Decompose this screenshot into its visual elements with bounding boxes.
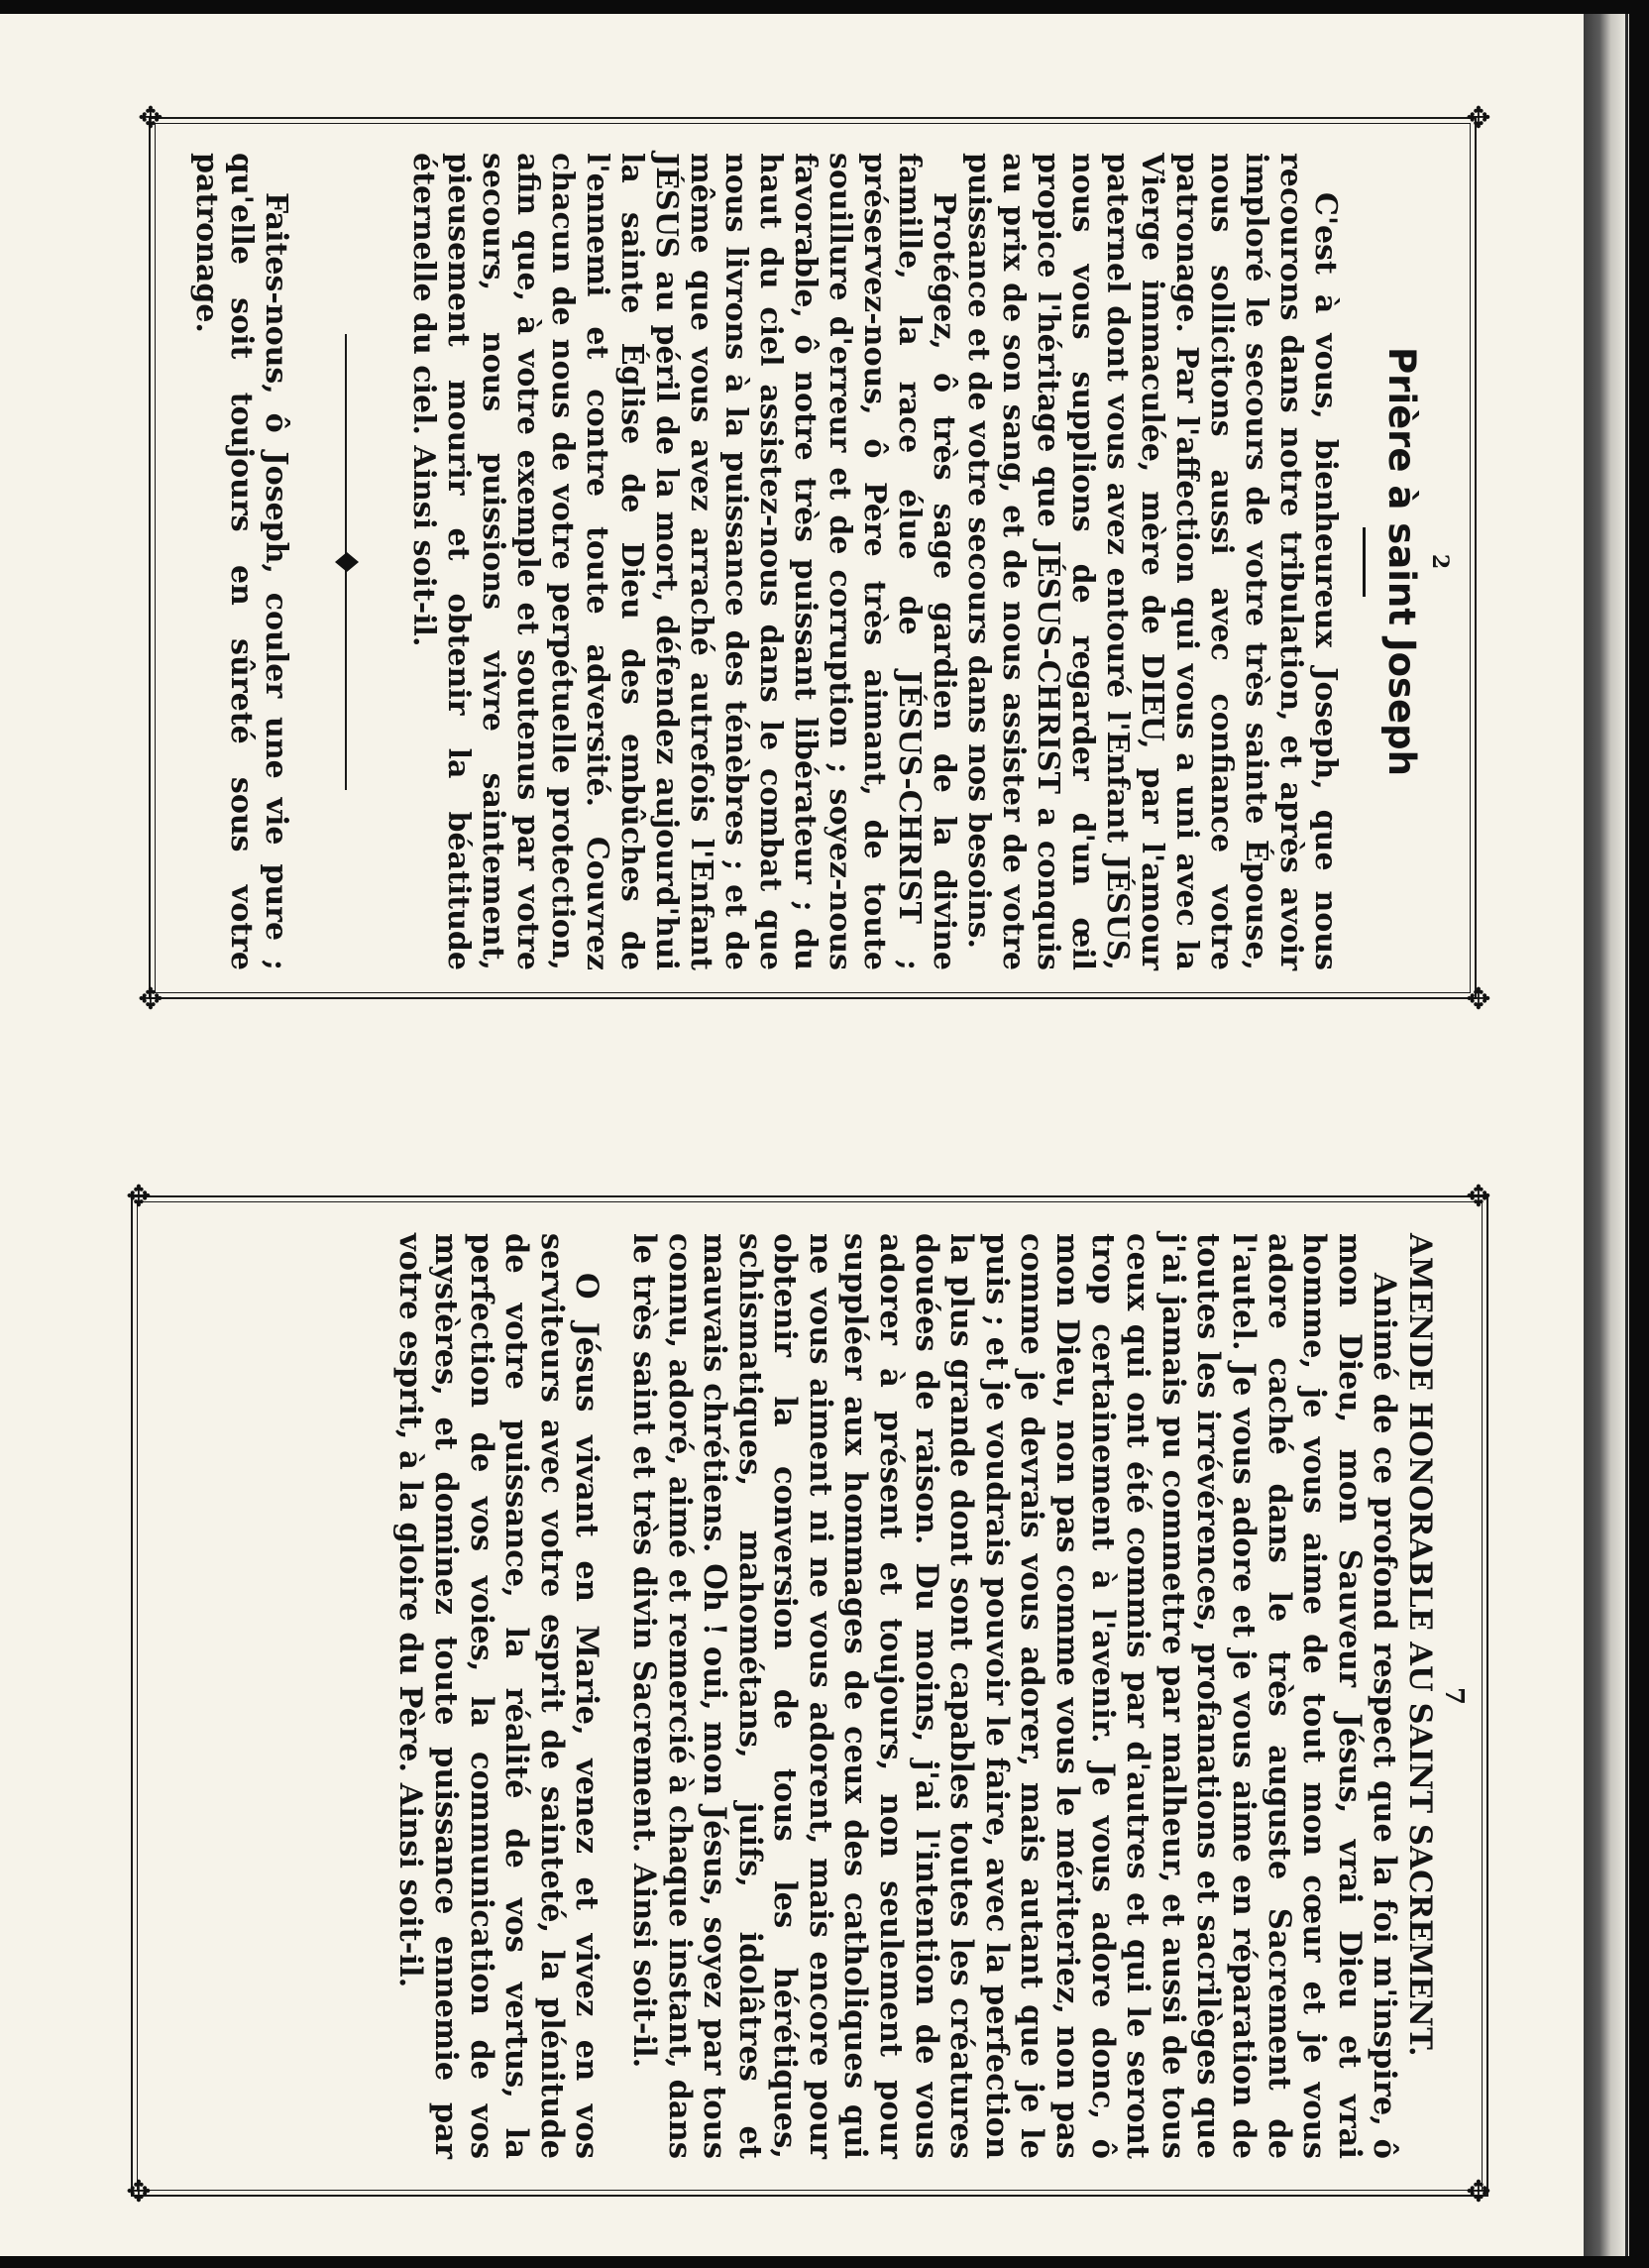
corner-ornament-icon: ✥ xyxy=(132,104,166,130)
corner-ornament-icon: ✥ xyxy=(1460,1183,1494,1208)
corner-ornament-icon: ✥ xyxy=(1460,104,1494,130)
diamond-icon xyxy=(347,552,359,572)
spine-shadow xyxy=(1625,14,1628,2256)
scan-edge-bottom xyxy=(0,2256,1649,2268)
section-separator xyxy=(345,334,347,790)
page-2 xyxy=(123,89,1510,1026)
page-7 xyxy=(111,1168,1510,2218)
paragraph: Protégez, ô très sage gardien de la divine famille, la race élue de JÉSUS-CHRIST ; préservez-nous, ô Père très aimant, de toute souillure d'erreur et de corruption ; soyez-nous favorable, ô notre très puissant libérateur ; du haut du ciel assistez-nous dans le combat que nous livrons à la puissance des ténèbres ; et de même que vous avez arraché autrefois l'Enfant JÉSUS au péril de la mort, défendez aujourd'hui la sainte Église de Dieu des embûches de l'ennemi et contre toute adversité. Couvrez chacun de nous de votre perpétuelle protection, afin que, à votre exemple et soutenus par votre secours, nous puissions vivre saintement, pieusement mourir et obtenir la béatitude éternelle du ciel. Ainsi soit-il. xyxy=(406,153,961,970)
page-title: Prière à saint Joseph xyxy=(1380,347,1423,776)
corner-ornament-icon: ✥ xyxy=(1460,2178,1494,2204)
corner-ornament-icon: ✥ xyxy=(120,1183,155,1208)
scan-edge-top xyxy=(0,0,1649,14)
book-spine xyxy=(1584,14,1629,2256)
scan-edge-right xyxy=(1629,0,1649,2268)
page-number: 7 xyxy=(1439,1686,1469,1706)
paragraph: Faites-nous, ô Joseph, couler une vie pure ; qu'elle soit toujours en sûreté sous votre patronage. xyxy=(189,153,293,970)
corner-ornament-icon: ✥ xyxy=(120,2178,155,2204)
page-number: 2 xyxy=(1427,553,1453,570)
paragraph: O Jésus vivant en Marie, venez et vivez en vos serviteurs avec votre esprit de sainteté, la plénitude de votre puissance, la réalité de vos vertus, la perfection de vos voies, la communication de vos mystères, et dominez toute puissance ennemie par votre esprit, à la gloire du Père. Ainsi soit-il. xyxy=(392,1233,605,2159)
corner-ornament-icon: ✥ xyxy=(132,985,166,1011)
page-2-content xyxy=(189,153,1453,970)
page-7-content xyxy=(392,1233,1467,2159)
title-rule xyxy=(1363,527,1366,597)
section-heading: AMENDE HONORABLE AU SAINT SACREMENT. xyxy=(1402,1233,1438,2057)
corner-ornament-icon: ✥ xyxy=(1460,985,1494,1011)
paragraph: C'est à vous, bienheureux Joseph, que nous recourons dans notre tribulation, et après avoir imploré le secours de votre très sainte Épouse, nous sollicitons aussi avec confiance votre patronage. Par l'affection qui vous a uni avec la Vierge immaculée, mère de DIEU, par l'amour paternel dont vous avez entouré l'Enfant JÉSUS, nous vous supplions de regarder d'un œil propice l'héritage que JÉSUS-CHRIST a conquis au prix de son sang, et de nous assister de votre puissance et de votre secours dans nos besoins. xyxy=(961,153,1343,970)
paragraph: Animé de ce profond respect que la foi m'inspire, ô mon Dieu, mon Sauveur Jésus, vrai Dieu et vrai homme, je vous aime de tout mon cœur et je vous adore caché dans le très auguste Sacrement de l'autel. Je vous adore et je vous aime en réparation de toutes les irrévérences, profanations et sacrilèges que j'ai jamais pu commettre par malheur, et aussi de tous ceux qui ont été commis par d'autres et qui le seront trop certainement à l'avenir. Je vous adore donc, ô mon Dieu, non pas comme vous le mériteriez, non pas comme je devrais vous adorer, mais autant que je le puis ; et je voudrais pouvoir le faire, avec la perfection la plus grande dont sont capables toutes les créatures douées de raison. Du moins, j'ai l'intention de vous adorer à présent et toujours, non seulement pour suppléer aux hommages de ceux des catholiques qui ne vous aiment ni ne vous adorent, mais encore pour obtenir la conversion de tous les hérétiques, schismatiques, mahométans, juifs, idolâtres et mauvais chrétiens. Oh ! oui, mon Jésus, soyez par tous connu, adoré, aimé et remercié à chaque instant, dans le très saint et très divin Sacrement. Ainsi soit-il. xyxy=(625,1233,1403,2159)
